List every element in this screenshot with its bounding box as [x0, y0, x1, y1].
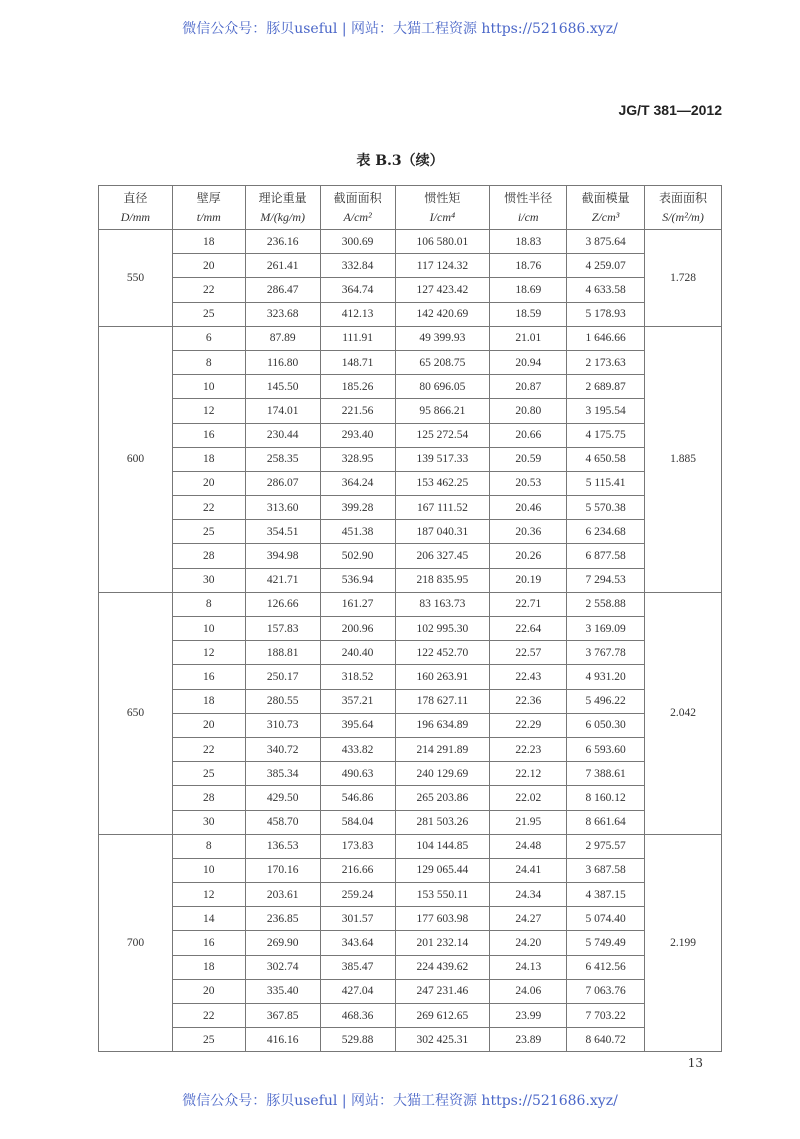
moment-of-inertia-cell: 83 163.73 — [395, 592, 490, 616]
section-area-cell: 301.57 — [320, 907, 395, 931]
section-modulus-cell: 8 661.64 — [567, 810, 645, 834]
theoretical-weight-cell: 280.55 — [245, 689, 320, 713]
theoretical-weight-cell: 286.07 — [245, 471, 320, 495]
wall-thickness-cell: 20 — [172, 713, 245, 737]
wall-thickness-cell: 8 — [172, 834, 245, 858]
section-modulus-cell: 2 558.88 — [567, 592, 645, 616]
moment-of-inertia-cell: 196 634.89 — [395, 713, 490, 737]
radius-of-gyration-cell: 23.99 — [490, 1004, 567, 1028]
section-modulus-cell: 2 173.63 — [567, 350, 645, 374]
table-row — [99, 858, 722, 882]
diameter-cell: 550 — [99, 230, 173, 327]
wall-thickness-cell: 22 — [172, 496, 245, 520]
radius-of-gyration-cell: 22.12 — [490, 762, 567, 786]
radius-of-gyration-cell: 20.94 — [490, 350, 567, 374]
radius-of-gyration-cell: 22.02 — [490, 786, 567, 810]
table-row — [99, 350, 722, 374]
radius-of-gyration-cell: 18.83 — [490, 230, 567, 254]
wall-thickness-cell: 20 — [172, 979, 245, 1003]
wall-thickness-cell: 28 — [172, 544, 245, 568]
section-modulus-cell: 4 259.07 — [567, 254, 645, 278]
section-area-cell: 328.95 — [320, 447, 395, 471]
theoretical-weight-cell: 116.80 — [245, 350, 320, 374]
table-body — [99, 230, 722, 1052]
wall-thickness-cell: 25 — [172, 762, 245, 786]
table-row — [99, 762, 722, 786]
section-area-cell: 468.36 — [320, 1004, 395, 1028]
wall-thickness-cell: 30 — [172, 568, 245, 592]
table-row — [99, 447, 722, 471]
wall-thickness-cell: 16 — [172, 423, 245, 447]
table-row — [99, 786, 722, 810]
theoretical-weight-cell: 188.81 — [245, 641, 320, 665]
wall-thickness-cell: 12 — [172, 641, 245, 665]
section-area-cell: 536.94 — [320, 568, 395, 592]
wall-thickness-cell: 18 — [172, 689, 245, 713]
watermark-header: 微信公众号：豚贝useful | 网站：大猫工程资源 https://521686.xyz/ — [182, 21, 618, 37]
theoretical-weight-cell: 335.40 — [245, 979, 320, 1003]
wall-thickness-cell: 14 — [172, 907, 245, 931]
moment-of-inertia-cell: 139 517.33 — [395, 447, 490, 471]
theoretical-weight-cell: 203.61 — [245, 883, 320, 907]
moment-of-inertia-cell: 224 439.62 — [395, 955, 490, 979]
column-header — [395, 186, 490, 230]
table-row — [99, 520, 722, 544]
section-area-cell: 240.40 — [320, 641, 395, 665]
radius-of-gyration-cell: 20.87 — [490, 375, 567, 399]
section-modulus-cell: 4 633.58 — [567, 278, 645, 302]
table-row — [99, 1028, 722, 1052]
table-row — [99, 254, 722, 278]
column-header — [645, 186, 722, 230]
moment-of-inertia-cell: 65 208.75 — [395, 350, 490, 374]
moment-of-inertia-cell: 102 995.30 — [395, 617, 490, 641]
section-area-cell: 427.04 — [320, 979, 395, 1003]
wall-thickness-cell: 16 — [172, 665, 245, 689]
theoretical-weight-cell: 269.90 — [245, 931, 320, 955]
theoretical-weight-cell: 126.66 — [245, 592, 320, 616]
radius-of-gyration-cell: 24.41 — [490, 858, 567, 882]
surface-area-cell: 1.885 — [645, 326, 722, 592]
moment-of-inertia-cell: 95 866.21 — [395, 399, 490, 423]
section-modulus-cell: 7 703.22 — [567, 1004, 645, 1028]
column-name: 理论重量 — [258, 190, 307, 205]
column-header — [567, 186, 645, 230]
column-name: 惯性半径 — [504, 190, 553, 205]
table-row — [99, 568, 722, 592]
section-area-cell: 148.71 — [320, 350, 395, 374]
column-name: 壁厚 — [196, 190, 221, 205]
section-area-cell: 385.47 — [320, 955, 395, 979]
section-area-cell: 364.24 — [320, 471, 395, 495]
radius-of-gyration-cell: 20.66 — [490, 423, 567, 447]
column-header — [245, 186, 320, 230]
moment-of-inertia-cell: 167 111.52 — [395, 496, 490, 520]
wall-thickness-cell: 18 — [172, 230, 245, 254]
page-number: 13 — [687, 1056, 703, 1070]
moment-of-inertia-cell: 104 144.85 — [395, 834, 490, 858]
column-header — [320, 186, 395, 230]
moment-of-inertia-cell: 160 263.91 — [395, 665, 490, 689]
wall-thickness-cell: 16 — [172, 931, 245, 955]
section-area-cell: 433.82 — [320, 737, 395, 761]
table-row — [99, 834, 722, 858]
section-area-cell: 490.63 — [320, 762, 395, 786]
section-area-cell: 546.86 — [320, 786, 395, 810]
table-row — [99, 931, 722, 955]
section-modulus-cell: 3 875.64 — [567, 230, 645, 254]
section-area-cell: 529.88 — [320, 1028, 395, 1052]
column-unit: Z/cm³ — [591, 209, 620, 224]
section-area-cell: 395.64 — [320, 713, 395, 737]
table-row — [99, 665, 722, 689]
section-area-cell: 318.52 — [320, 665, 395, 689]
section-modulus-cell: 1 646.66 — [567, 326, 645, 350]
theoretical-weight-cell: 170.16 — [245, 858, 320, 882]
radius-of-gyration-cell: 20.59 — [490, 447, 567, 471]
section-area-cell: 412.13 — [320, 302, 395, 326]
column-name: 截面模量 — [581, 190, 630, 205]
table-row — [99, 592, 722, 616]
moment-of-inertia-cell: 153 462.25 — [395, 471, 490, 495]
section-area-cell: 173.83 — [320, 834, 395, 858]
radius-of-gyration-cell: 22.43 — [490, 665, 567, 689]
column-name: 截面面积 — [333, 190, 382, 205]
moment-of-inertia-cell: 265 203.86 — [395, 786, 490, 810]
standard-code: JG/T 381—2012 — [618, 102, 722, 118]
theoretical-weight-cell: 458.70 — [245, 810, 320, 834]
radius-of-gyration-cell: 20.36 — [490, 520, 567, 544]
section-modulus-cell: 2 975.57 — [567, 834, 645, 858]
section-area-cell: 502.90 — [320, 544, 395, 568]
column-unit: D/mm — [120, 209, 151, 224]
column-unit: i/cm — [517, 209, 539, 224]
column-unit: S/(m²/m) — [662, 209, 704, 224]
radius-of-gyration-cell: 20.46 — [490, 496, 567, 520]
section-modulus-cell: 5 570.38 — [567, 496, 645, 520]
wall-thickness-cell: 10 — [172, 858, 245, 882]
wall-thickness-cell: 12 — [172, 399, 245, 423]
moment-of-inertia-cell: 281 503.26 — [395, 810, 490, 834]
wall-thickness-cell: 10 — [172, 617, 245, 641]
moment-of-inertia-cell: 122 452.70 — [395, 641, 490, 665]
table-row — [99, 883, 722, 907]
diameter-cell: 600 — [99, 326, 173, 592]
wall-thickness-cell: 12 — [172, 883, 245, 907]
table-row — [99, 544, 722, 568]
wall-thickness-cell: 25 — [172, 520, 245, 544]
moment-of-inertia-cell: 240 129.69 — [395, 762, 490, 786]
section-area-cell: 111.91 — [320, 326, 395, 350]
section-area-cell: 185.26 — [320, 375, 395, 399]
section-modulus-cell: 5 178.93 — [567, 302, 645, 326]
radius-of-gyration-cell: 18.59 — [490, 302, 567, 326]
theoretical-weight-cell: 230.44 — [245, 423, 320, 447]
table-row — [99, 302, 722, 326]
column-name: 惯性矩 — [424, 190, 461, 205]
table-row — [99, 737, 722, 761]
section-area-cell: 293.40 — [320, 423, 395, 447]
diameter-cell: 700 — [99, 834, 173, 1052]
theoretical-weight-cell: 136.53 — [245, 834, 320, 858]
section-modulus-cell: 8 160.12 — [567, 786, 645, 810]
radius-of-gyration-cell: 24.13 — [490, 955, 567, 979]
radius-of-gyration-cell: 24.34 — [490, 883, 567, 907]
section-modulus-cell: 5 074.40 — [567, 907, 645, 931]
column-unit: t/mm — [196, 209, 221, 224]
theoretical-weight-cell: 261.41 — [245, 254, 320, 278]
moment-of-inertia-cell: 142 420.69 — [395, 302, 490, 326]
wall-thickness-cell: 25 — [172, 302, 245, 326]
section-modulus-cell: 5 115.41 — [567, 471, 645, 495]
table-row — [99, 810, 722, 834]
theoretical-weight-cell: 367.85 — [245, 1004, 320, 1028]
moment-of-inertia-cell: 214 291.89 — [395, 737, 490, 761]
radius-of-gyration-cell: 21.01 — [490, 326, 567, 350]
table-row — [99, 1004, 722, 1028]
section-modulus-cell: 6 593.60 — [567, 737, 645, 761]
table-row — [99, 471, 722, 495]
wall-thickness-cell: 8 — [172, 350, 245, 374]
theoretical-weight-cell: 416.16 — [245, 1028, 320, 1052]
section-area-cell: 259.24 — [320, 883, 395, 907]
radius-of-gyration-cell: 18.69 — [490, 278, 567, 302]
theoretical-weight-cell: 354.51 — [245, 520, 320, 544]
moment-of-inertia-cell: 125 272.54 — [395, 423, 490, 447]
section-area-cell: 332.84 — [320, 254, 395, 278]
radius-of-gyration-cell: 20.19 — [490, 568, 567, 592]
section-modulus-cell: 6 412.56 — [567, 955, 645, 979]
radius-of-gyration-cell: 20.53 — [490, 471, 567, 495]
radius-of-gyration-cell: 24.48 — [490, 834, 567, 858]
table-row — [99, 375, 722, 399]
table-row — [99, 399, 722, 423]
section-modulus-cell: 7 294.53 — [567, 568, 645, 592]
section-area-cell: 451.38 — [320, 520, 395, 544]
table-row — [99, 907, 722, 931]
moment-of-inertia-cell: 106 580.01 — [395, 230, 490, 254]
section-area-cell: 364.74 — [320, 278, 395, 302]
theoretical-weight-cell: 145.50 — [245, 375, 320, 399]
wall-thickness-cell: 22 — [172, 278, 245, 302]
theoretical-weight-cell: 250.17 — [245, 665, 320, 689]
column-name: 表面面积 — [659, 190, 708, 205]
section-modulus-cell: 2 689.87 — [567, 375, 645, 399]
wall-thickness-cell: 30 — [172, 810, 245, 834]
theoretical-weight-cell: 286.47 — [245, 278, 320, 302]
radius-of-gyration-cell: 21.95 — [490, 810, 567, 834]
moment-of-inertia-cell: 80 696.05 — [395, 375, 490, 399]
watermark-footer: 微信公众号：豚贝useful | 网站：大猫工程资源 https://521686.xyz/ — [182, 1093, 618, 1109]
theoretical-weight-cell: 174.01 — [245, 399, 320, 423]
radius-of-gyration-cell: 23.89 — [490, 1028, 567, 1052]
section-modulus-cell: 3 195.54 — [567, 399, 645, 423]
moment-of-inertia-cell: 187 040.31 — [395, 520, 490, 544]
section-area-cell: 221.56 — [320, 399, 395, 423]
table-row — [99, 955, 722, 979]
theoretical-weight-cell: 340.72 — [245, 737, 320, 761]
radius-of-gyration-cell: 24.20 — [490, 931, 567, 955]
wall-thickness-cell: 25 — [172, 1028, 245, 1052]
section-modulus-cell: 3 687.58 — [567, 858, 645, 882]
theoretical-weight-cell: 313.60 — [245, 496, 320, 520]
section-modulus-cell: 6 050.30 — [567, 713, 645, 737]
section-area-cell: 343.64 — [320, 931, 395, 955]
theoretical-weight-cell: 236.16 — [245, 230, 320, 254]
wall-thickness-cell: 22 — [172, 1004, 245, 1028]
section-modulus-cell: 4 387.15 — [567, 883, 645, 907]
radius-of-gyration-cell: 24.27 — [490, 907, 567, 931]
section-modulus-cell: 6 877.58 — [567, 544, 645, 568]
section-modulus-cell: 4 175.75 — [567, 423, 645, 447]
section-area-cell: 584.04 — [320, 810, 395, 834]
radius-of-gyration-cell: 20.80 — [490, 399, 567, 423]
moment-of-inertia-cell: 129 065.44 — [395, 858, 490, 882]
column-header — [172, 186, 245, 230]
section-area-cell: 300.69 — [320, 230, 395, 254]
wall-thickness-cell: 18 — [172, 955, 245, 979]
steel-pipe-properties-table — [98, 185, 722, 1052]
column-header — [490, 186, 567, 230]
section-area-cell: 216.66 — [320, 858, 395, 882]
section-modulus-cell: 5 496.22 — [567, 689, 645, 713]
wall-thickness-cell: 18 — [172, 447, 245, 471]
theoretical-weight-cell: 87.89 — [245, 326, 320, 350]
column-unit: M/(kg/m) — [260, 209, 306, 224]
moment-of-inertia-cell: 153 550.11 — [395, 883, 490, 907]
radius-of-gyration-cell: 22.23 — [490, 737, 567, 761]
table-row — [99, 326, 722, 350]
wall-thickness-cell: 6 — [172, 326, 245, 350]
theoretical-weight-cell: 429.50 — [245, 786, 320, 810]
radius-of-gyration-cell: 22.29 — [490, 713, 567, 737]
moment-of-inertia-cell: 302 425.31 — [395, 1028, 490, 1052]
table-row — [99, 496, 722, 520]
table-row — [99, 689, 722, 713]
wall-thickness-cell: 8 — [172, 592, 245, 616]
theoretical-weight-cell: 323.68 — [245, 302, 320, 326]
section-modulus-cell: 3 767.78 — [567, 641, 645, 665]
moment-of-inertia-cell: 269 612.65 — [395, 1004, 490, 1028]
moment-of-inertia-cell: 177 603.98 — [395, 907, 490, 931]
column-unit: I/cm⁴ — [429, 209, 456, 224]
moment-of-inertia-cell: 49 399.93 — [395, 326, 490, 350]
moment-of-inertia-cell: 218 835.95 — [395, 568, 490, 592]
wall-thickness-cell: 28 — [172, 786, 245, 810]
theoretical-weight-cell: 236.85 — [245, 907, 320, 931]
moment-of-inertia-cell: 206 327.45 — [395, 544, 490, 568]
wall-thickness-cell: 22 — [172, 737, 245, 761]
section-modulus-cell: 6 234.68 — [567, 520, 645, 544]
section-modulus-cell: 5 749.49 — [567, 931, 645, 955]
section-modulus-cell: 7 388.61 — [567, 762, 645, 786]
surface-area-cell: 2.042 — [645, 592, 722, 834]
theoretical-weight-cell: 302.74 — [245, 955, 320, 979]
radius-of-gyration-cell: 22.57 — [490, 641, 567, 665]
wall-thickness-cell: 20 — [172, 471, 245, 495]
section-modulus-cell: 3 169.09 — [567, 617, 645, 641]
surface-area-cell: 1.728 — [645, 230, 722, 327]
wall-thickness-cell: 10 — [172, 375, 245, 399]
theoretical-weight-cell: 310.73 — [245, 713, 320, 737]
radius-of-gyration-cell: 20.26 — [490, 544, 567, 568]
table-row — [99, 423, 722, 447]
section-area-cell: 357.21 — [320, 689, 395, 713]
theoretical-weight-cell: 157.83 — [245, 617, 320, 641]
table-row — [99, 278, 722, 302]
table-row — [99, 641, 722, 665]
radius-of-gyration-cell: 22.36 — [490, 689, 567, 713]
theoretical-weight-cell: 394.98 — [245, 544, 320, 568]
table-row — [99, 617, 722, 641]
section-area-cell: 399.28 — [320, 496, 395, 520]
moment-of-inertia-cell: 178 627.11 — [395, 689, 490, 713]
theoretical-weight-cell: 421.71 — [245, 568, 320, 592]
column-name: 直径 — [123, 190, 148, 205]
radius-of-gyration-cell: 22.64 — [490, 617, 567, 641]
radius-of-gyration-cell: 18.76 — [490, 254, 567, 278]
moment-of-inertia-cell: 247 231.46 — [395, 979, 490, 1003]
moment-of-inertia-cell: 201 232.14 — [395, 931, 490, 955]
surface-area-cell: 2.199 — [645, 834, 722, 1052]
section-modulus-cell: 4 650.58 — [567, 447, 645, 471]
table-row — [99, 713, 722, 737]
diameter-cell: 650 — [99, 592, 173, 834]
table-title: 表 B.3（续） — [356, 153, 444, 169]
moment-of-inertia-cell: 117 124.32 — [395, 254, 490, 278]
radius-of-gyration-cell: 22.71 — [490, 592, 567, 616]
section-area-cell: 161.27 — [320, 592, 395, 616]
section-modulus-cell: 8 640.72 — [567, 1028, 645, 1052]
section-modulus-cell: 4 931.20 — [567, 665, 645, 689]
table-row — [99, 979, 722, 1003]
table-row — [99, 230, 722, 254]
theoretical-weight-cell: 385.34 — [245, 762, 320, 786]
column-unit: A/cm² — [343, 209, 372, 224]
theoretical-weight-cell: 258.35 — [245, 447, 320, 471]
moment-of-inertia-cell: 127 423.42 — [395, 278, 490, 302]
column-header — [99, 186, 173, 230]
wall-thickness-cell: 20 — [172, 254, 245, 278]
table-header — [99, 186, 722, 230]
section-modulus-cell: 7 063.76 — [567, 979, 645, 1003]
section-area-cell: 200.96 — [320, 617, 395, 641]
radius-of-gyration-cell: 24.06 — [490, 979, 567, 1003]
